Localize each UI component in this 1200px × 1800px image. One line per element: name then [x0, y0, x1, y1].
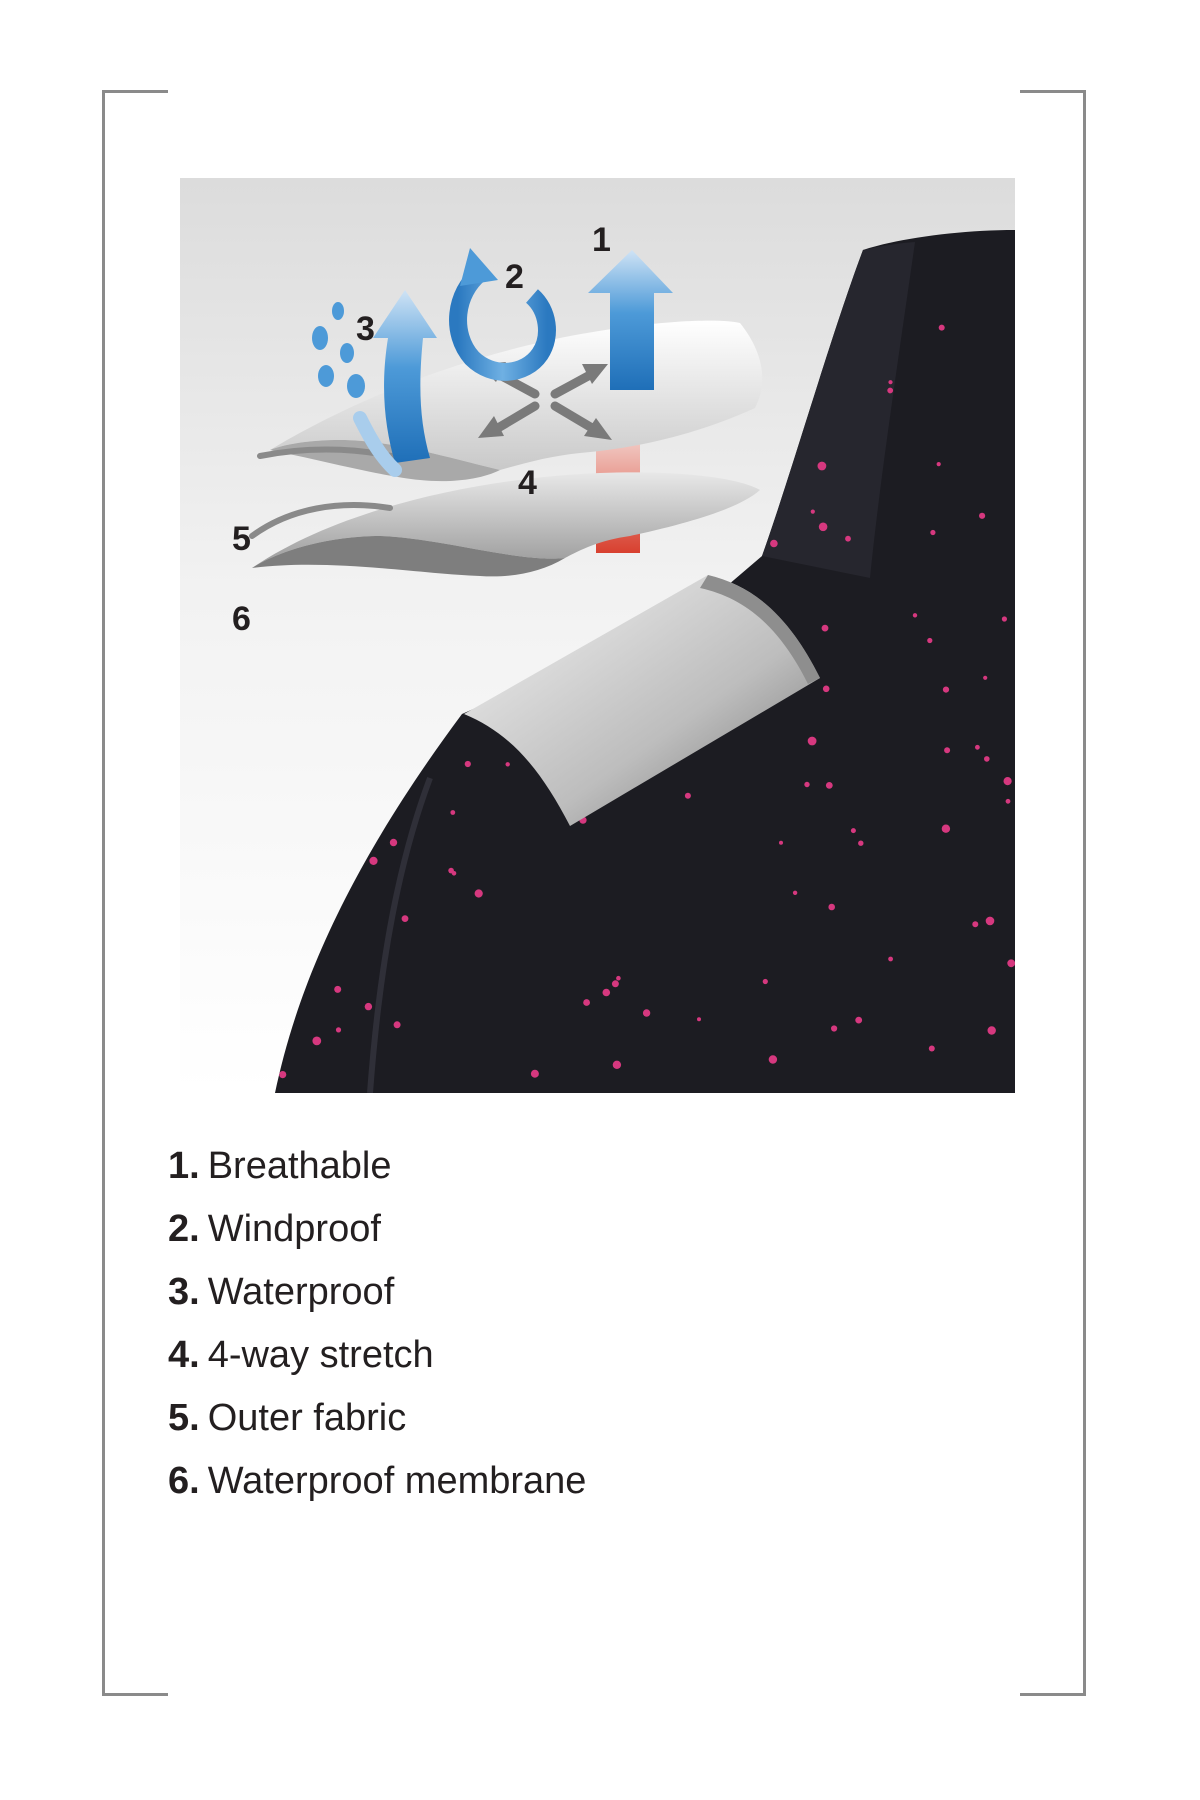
callout-6: 6 — [232, 600, 251, 638]
fabric-dot — [826, 782, 833, 789]
fabric-dot — [643, 1009, 650, 1016]
fabric-dot — [1002, 616, 1007, 621]
fabric-dot — [769, 1055, 777, 1063]
fabric-dot — [1006, 799, 1011, 804]
fabric-dot — [944, 747, 950, 753]
fabric-dot — [779, 841, 783, 845]
fabric-dot — [986, 917, 995, 926]
fabric-dot — [312, 1037, 321, 1046]
callout-3: 3 — [356, 310, 375, 348]
fabric-dot — [465, 761, 471, 767]
fabric-dot — [988, 1026, 996, 1034]
feature-legend — [168, 1135, 586, 1513]
legend-item: 5. Outer fabric — [168, 1397, 407, 1439]
fabric-dot — [975, 745, 980, 750]
fabric-dot — [811, 510, 815, 514]
fabric-dot — [612, 980, 619, 987]
frame-corner-bottom-left — [102, 1693, 168, 1696]
callout-1: 1 — [592, 221, 611, 259]
frame-corner-top-left — [102, 90, 168, 93]
fabric-dot — [808, 737, 817, 746]
fabric-dot — [475, 889, 483, 897]
fabric-dot — [888, 380, 892, 384]
fabric-dot — [979, 513, 985, 519]
fabric-dot — [394, 1021, 401, 1028]
fabric-dot — [942, 825, 950, 833]
fabric-dot — [603, 989, 611, 997]
fabric-dot — [828, 904, 835, 911]
fabric-dot — [336, 1027, 341, 1032]
fabric-dot — [506, 762, 510, 766]
fabric-dot — [793, 891, 797, 895]
fabric-dot — [887, 388, 893, 394]
fabric-dot — [450, 810, 455, 815]
legend-item: 6. Waterproof membrane — [168, 1460, 587, 1502]
fabric-dot — [390, 839, 397, 846]
callout-2: 2 — [505, 258, 524, 296]
fabric-dot — [1007, 959, 1015, 967]
fabric-dot — [685, 793, 691, 799]
legend-item: 3. Waterproof — [168, 1271, 395, 1313]
fabric-dot — [937, 462, 941, 466]
frame-corner-bottom-right — [1020, 1693, 1086, 1696]
fabric-dot — [613, 1061, 621, 1069]
fabric-dot — [855, 1017, 862, 1024]
frame-corner-top-right — [1020, 90, 1086, 93]
fabric-dot — [804, 782, 809, 787]
fabric-dot — [583, 999, 590, 1006]
fabric-dot — [763, 979, 768, 984]
fabric-dot — [823, 686, 830, 693]
fabric-dot — [402, 915, 409, 922]
fabric-dot — [939, 325, 945, 331]
fabric-dot — [913, 613, 917, 617]
fabric-dot — [831, 1025, 837, 1031]
legend-item: 2. Windproof — [168, 1208, 381, 1250]
fabric-dot — [984, 756, 990, 762]
fabric-layers-illustration — [180, 178, 1015, 1093]
fabric-dot — [819, 523, 828, 532]
fabric-dot — [697, 1017, 701, 1021]
fabric-dot — [334, 986, 341, 993]
fabric-dot — [531, 1070, 539, 1078]
fabric-dot — [927, 638, 932, 643]
fabric-dot — [822, 625, 829, 632]
fabric-dot — [858, 841, 863, 846]
fabric-dot — [943, 687, 949, 693]
fabric-dot — [983, 676, 987, 680]
fabric-dot — [851, 828, 856, 833]
fabric-dot — [929, 1046, 935, 1052]
fabric-dot — [930, 530, 935, 535]
fabric-dot — [845, 536, 851, 542]
legend-item: 1. Breathable — [168, 1145, 392, 1187]
fabric-dot — [972, 921, 978, 927]
fabric-dot — [279, 1071, 286, 1078]
fabric-dot — [616, 976, 621, 981]
fabric-dot — [1004, 777, 1012, 785]
fabric-dot — [448, 868, 454, 874]
fabric-dot — [818, 462, 827, 471]
fabric-dot — [365, 1003, 372, 1010]
legend-item: 4. 4-way stretch — [168, 1334, 434, 1376]
fabric-dot — [369, 857, 377, 865]
fabric-dot — [888, 957, 893, 962]
callout-5: 5 — [232, 520, 251, 558]
fabric-dot — [770, 540, 778, 548]
callout-4: 4 — [518, 464, 537, 502]
